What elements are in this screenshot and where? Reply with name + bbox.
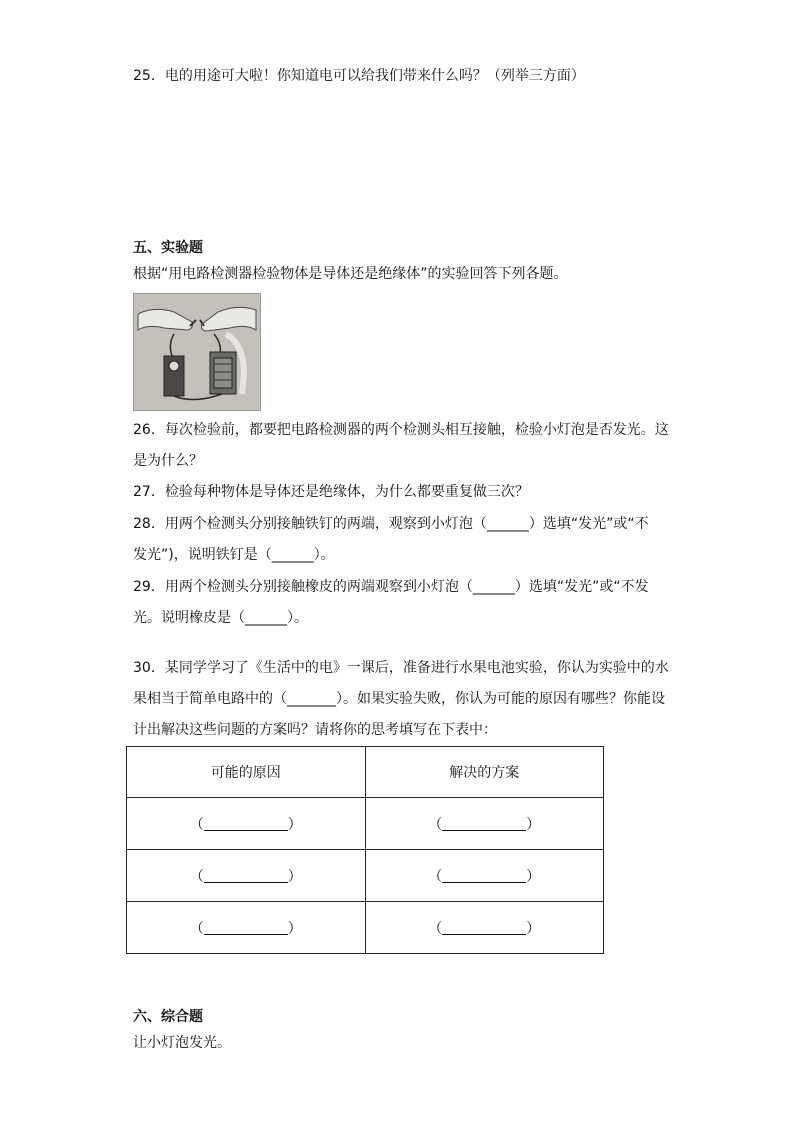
question-29-line-2: 光。说明橡皮是（______）。 — [133, 610, 308, 626]
question-30-line-1: 30．某同学学习了《生活中的电》一课后，准备进行水果电池实验，你认为实验中的水 — [133, 660, 669, 676]
solution-cell[interactable]: （ ） — [365, 850, 604, 902]
section-5-title: 五、实验题 — [133, 240, 203, 256]
answer-blank[interactable] — [204, 922, 288, 935]
header-solutions: 解决的方案 — [365, 747, 604, 798]
question-30-line-2: 果相当于简单电路中的（_______）。如果实验失败，你认为可能的原因有哪些？你能设 — [133, 691, 665, 707]
section-6-intro: 让小灯泡发光。 — [133, 1035, 231, 1051]
solution-cell[interactable]: （ ） — [365, 902, 604, 954]
table-row — [127, 798, 604, 850]
question-29-line-1: 29．用两个检测头分别接触橡皮的两端观察到小灯泡（______）选填“发光”或“不发 — [133, 579, 649, 595]
cause-cell[interactable]: （ ） — [127, 850, 366, 902]
question-26-line-2: 是为什么？ — [133, 453, 203, 469]
cause-cell[interactable]: （ ） — [127, 798, 366, 850]
answer-blank[interactable] — [442, 922, 526, 935]
answer-blank[interactable] — [442, 818, 526, 831]
answer-blank[interactable] — [204, 870, 288, 883]
section-5-intro: 根据“用电路检测器检验物体是导体还是绝缘体”的实验回答下列各题。 — [133, 266, 568, 282]
question-30-line-3: 计出解决这些问题的方案吗？请将你的思考填写在下表中： — [133, 722, 497, 738]
header-possible-causes: 可能的原因 — [127, 747, 366, 798]
answer-blank[interactable] — [204, 818, 288, 831]
question-27: 27．检验每种物体是导体还是绝缘体，为什么都要重复做三次？ — [133, 484, 529, 500]
circuit-tester-photo — [133, 293, 261, 411]
section-6-title: 六、综合题 — [133, 1009, 203, 1025]
question-25: 25．电的用途可大啦！你知道电可以给我们带来什么吗？（列举三方面） — [133, 68, 585, 84]
table-row — [127, 850, 604, 902]
answer-table — [126, 746, 604, 954]
question-28-line-1: 28．用两个检测头分别接触铁钉的两端，观察到小灯泡（______）选填“发光”或“不 — [133, 516, 649, 532]
table-row — [127, 902, 604, 954]
answer-blank[interactable] — [442, 870, 526, 883]
question-26-line-1: 26．每次检验前，都要把电路检测器的两个检测头相互接触，检验小灯泡是否发光。这 — [133, 422, 669, 438]
solution-cell[interactable]: （ ） — [365, 798, 604, 850]
question-28-line-2: 发光”)，说明铁钉是（______）。 — [133, 547, 335, 563]
cause-cell[interactable]: （ ） — [127, 902, 366, 954]
